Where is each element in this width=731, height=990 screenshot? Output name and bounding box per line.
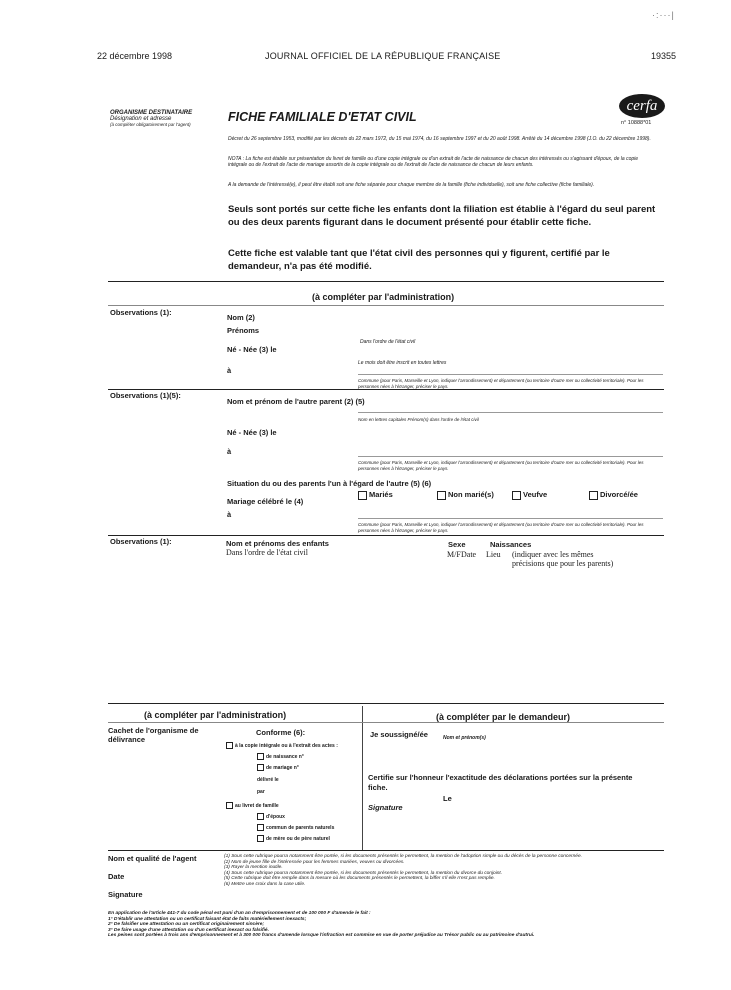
hint-commune-3: Commune (pour Paris, Marseille et Lyon, indiquer l'arrondissement) et département (ou territoire d'outre mer ou collectivité territoriale). Pour les personnes nées à l'étranger, préciser le pays.	[358, 522, 644, 533]
bottom-admin-heading: (à compléter par l'administration)	[144, 710, 287, 720]
header-journal: JOURNAL OFFICIEL DE LA RÉPUBLIQUE FRANÇAISE	[265, 51, 501, 61]
signature-label: Signature	[368, 803, 403, 812]
organisme-subtitle: Désignation et adresse	[110, 116, 172, 122]
penalty-5: Les peines sont portées à trois ans d'emprisonnement et à 300 000 francs d'amende lorsque l'infraction est commise en vue de porter préjudice au Trésor public ou au patrimoine d'autrui.	[108, 933, 535, 938]
nom-prenoms-hint: Nom et prénom(s)	[443, 735, 486, 741]
ne-le-label: Né - Née (3) le	[227, 345, 277, 354]
hint-prenoms: Dans l'ordre de l'état civil	[360, 339, 416, 345]
option-non-maries[interactable]: Non marié(s)	[437, 490, 494, 500]
par-label: par	[257, 789, 265, 795]
organisme-title: ORGANISME DESTINATAIRE	[110, 110, 193, 116]
penalty-1: En application de l'article 441-7 du code pénal est puni d'un an d'emprisonnement et de 100 000 F d'amende le fait :	[108, 911, 371, 916]
mere-option[interactable]: de mère ou de père naturel	[257, 835, 330, 842]
observations-label: Observations (1):	[110, 308, 172, 317]
enfants-sub: Dans l'ordre de l'état civil	[226, 548, 308, 557]
hint-commune-2: Commune (pour Paris, Marseille et Lyon, indiquer l'arrondissement) et département (ou territoire d'outre mer ou collectivité territoriale). Pour les personnes nées à l'étranger, préciser le pays.	[358, 460, 644, 471]
soussigne-label: Je soussigné/ée	[370, 730, 428, 739]
a-label: à	[227, 366, 232, 375]
autre-parent-label: Nom et prénom de l'autre parent (2) (5)	[227, 397, 365, 406]
observations-children-label: Observations (1):	[110, 537, 172, 546]
sexe-sub: M/F	[447, 550, 461, 559]
agent-label: Nom et qualité de l'agent	[108, 854, 197, 863]
bottom-demandeur-heading: (à compléter par le demandeur)	[436, 712, 571, 722]
observations-15-label: Observations (1)(5):	[110, 391, 181, 400]
header-date: 22 décembre 1998	[97, 51, 173, 61]
cachet-label: Cachet de l'organisme de délivrance	[108, 726, 199, 744]
certifie-text: Certifie sur l'honneur l'exactitude des déclarations portées sur la présente fiche.	[368, 773, 633, 792]
commun-option[interactable]: commun de parents naturels	[257, 824, 334, 831]
nota-text: NOTA : La fiche est établie sur présentation du livret de famille ou d'une copie intégrale ou d'un extrait de l'acte de naissance de chacun des intéressés ou s'agissant d'époux, de la copie intégrale ou de l'extrait de l'acte de mariage assortis de la copie intégrale ou de l'extrait de l'acte de naissance de chacun de leurs enfants.	[228, 156, 639, 168]
filiation-notice: Seuls sont portés sur cette fiche les enfants dont la filiation est établie à l'égard du seul parent ou des deux parents figurant dans le document présenté pour établir cette fiche.	[228, 204, 656, 228]
penalty-3: 2° De falsifier une attestation ou un certificat originairement sincère;	[108, 922, 264, 927]
admin-heading: (à compléter par l'administration)	[312, 292, 455, 302]
enfants-label: Nom et prénoms des enfants	[226, 539, 329, 548]
option-veufs[interactable]: Veufve	[512, 490, 547, 500]
scan-mark: ·:···|	[652, 10, 675, 20]
footnote-1: (1) Sous cette rubrique pourra notamment être portée, si les documents présentés le permettent, la mention de l'adoption simple ou du décès de la personne concernée.	[224, 854, 582, 859]
form-number: n° 10888*01	[621, 120, 652, 126]
footnote-4: (4) Sous cette rubrique pourra notamment être portée, si les documents présentés le permettent, la mention du divorce du conjoint.	[224, 870, 503, 876]
le-label: Le	[443, 794, 452, 803]
sexe-label: Sexe	[448, 540, 466, 549]
lieu-col: Lieu	[486, 550, 501, 559]
penalty-2: 1° D'établir une attestation ou un certificat faisant état de faits matériellement inexacts;	[108, 916, 307, 922]
footnote-2: (2) Nom de jeune fille de l'intéressée pour les femmes mariées, veuves ou divorcées.	[224, 859, 405, 865]
situation-label: Situation du ou des parents l'un à l'égard de l'autre (5) (6)	[227, 479, 432, 488]
agent-date-label: Date	[108, 872, 125, 881]
prenoms-label: Prénoms	[227, 326, 260, 335]
mariage-option[interactable]: de mariage n°	[257, 764, 299, 771]
indiquer-note: (indiquer avec les mêmes précisions que pour les parents)	[512, 550, 614, 568]
cerfa-logo: cerfa	[619, 94, 665, 118]
hint-lettres: Le mois doit être inscrit en toutes lettres	[358, 360, 447, 366]
footnote-6: (6) Mettre une croix dans la case utile.	[224, 881, 306, 887]
footnote-5: (5) Cette rubrique doit être remplie dans la mesure où les documents présentés le permettent, la biffer s'il elle n'est pas remplie.	[224, 876, 495, 881]
header-page: 19355	[651, 51, 677, 61]
option-maries[interactable]: Mariés	[358, 490, 393, 500]
footnotes	[224, 854, 664, 887]
penalty-block	[108, 911, 668, 939]
agent-signature-label: Signature	[108, 890, 143, 899]
decree-text: Décret du 26 septembre 1953, modifié par les décrets du 22 mars 1972, du 15 mai 1974, du 16 septembre 1997 et du 20 août 1998. Arrêté du 14 décembre 1998 (J.O. du 22 décembre 1998).	[228, 136, 651, 142]
mariage-label: Mariage célébré le (4)	[227, 497, 304, 506]
footnote-3: (3) Rayer la mention inutile.	[224, 865, 283, 870]
nota2-text: A la demande de l'intéressé(e), il peut être établi soit une fiche séparée pour chaque membre de la famille (fiche individuelle), soit une fiche collective (fiche familiale).	[228, 182, 595, 188]
nom-label: Nom (2)	[227, 313, 255, 322]
penalty-4: 3° De faire usage d'une attestation ou d'un certificat inexact ou falsifié.	[108, 927, 269, 933]
conforme-label: Conforme (6):	[256, 728, 306, 737]
date-col: Date	[461, 550, 477, 559]
naissance-option[interactable]: de naissance n°	[257, 753, 304, 760]
naissances-label: Naissances	[490, 540, 532, 549]
livret-option[interactable]: au livret de famille	[226, 802, 279, 809]
organisme-block	[110, 110, 220, 128]
option-divorces[interactable]: Divorcé/ée	[589, 490, 638, 500]
ne-le-2-label: Né - Née (3) le	[227, 428, 277, 437]
copie-option[interactable]: à la copie intégrale ou à l'extrait des actes :	[226, 742, 338, 749]
hint-commune: Commune (pour Paris, Marseille et Lyon, indiquer l'arrondissement) et département (ou territoire d'outre mer ou collectivité territoriale). Pour les personnes nées à l'étranger, préciser le pays.	[358, 378, 644, 389]
delivre-label: délivré le	[257, 777, 279, 783]
validity-notice: Cette fiche est valable tant que l'état civil des personnes qui y figurent, certifié par le demandeur, n'a pas été modifié.	[228, 248, 610, 272]
form-title: FICHE FAMILIALE D'ETAT CIVIL	[228, 110, 417, 124]
hint-capitales: Nom en lettres capitales Prénom(s) dans l'ordre de l'état civil	[358, 417, 479, 422]
a-3-label: à	[227, 510, 232, 519]
organisme-note: (à compléter obligatoirement par l'agent)	[110, 122, 191, 127]
a-2-label: à	[227, 447, 232, 456]
epoux-option[interactable]: d'époux	[257, 813, 285, 820]
